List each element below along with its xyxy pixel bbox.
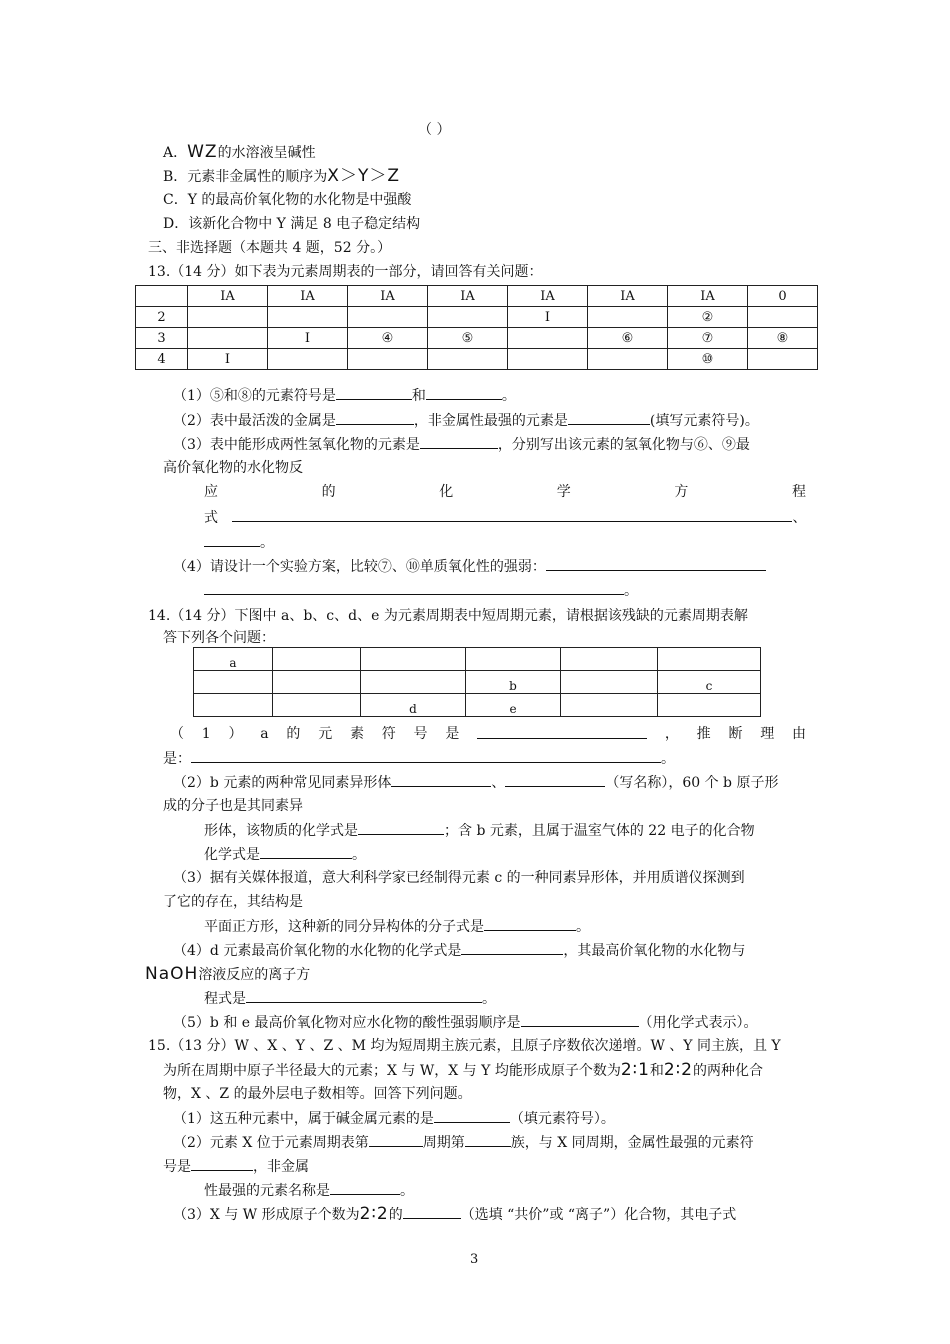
table-row: 3 Ⅰ ④ ⑤ ⑥ ⑦ ⑧ [136, 328, 818, 349]
q14-part3-line3: 平面正方形，这种新的同分异构体的分子式是 。 [204, 916, 590, 937]
q14-part3: （3）据有关媒体报道，意大利科学家已经制得元素 c 的一种同素异形体，并用质谱仪探测到 [173, 870, 745, 886]
q13-part3-equation-end: 。 [204, 532, 274, 553]
q15-part2-line3: 性最强的元素名称是 。 [204, 1180, 414, 1201]
formula-naoh: NaOH [145, 964, 199, 984]
answer-bracket: （ ） [418, 122, 451, 138]
q13-part2: （2）表中最活泼的金属是 ，非金属性最强的元素是 (填写元素符号)。 [173, 410, 759, 431]
q13-part4: （4）请设计一个实验方案，比较⑦、⑩单质氧化性的强弱： [173, 556, 766, 577]
q15-part3: （3）X 与 W 形成原子个数为2∶2的 （选填 “共价”或 “离子”）化合物，其电子式 [173, 1204, 737, 1224]
answer-blank[interactable] [420, 434, 498, 449]
q14-part4-line2: NaOH溶液反应的离子方 [145, 964, 311, 984]
answer-blank[interactable] [260, 844, 352, 859]
q14-part1: （ 1 ） a 的 元 素 符 号 是 ， 推 断 理 由 [170, 726, 806, 742]
q14-part2: （2）b 元素的两种常见同素异形体 、 （写名称），60 个 b 原子形 [173, 772, 778, 793]
answer-blank[interactable] [568, 410, 650, 425]
answer-blank[interactable] [403, 1204, 461, 1219]
option-b: B．元素非金属性的顺序为X＞Y＞Z [163, 166, 400, 186]
q13-part4-line2: 。 [204, 580, 638, 601]
q14-part2-line3: 形体，该物质的化学式是 ；含 b 元素，且属于温室气体的 22 电子的化合物 [204, 820, 755, 841]
table-row: 2 Ⅰ ② [136, 307, 818, 328]
q13-part3-equation: 式 、 [204, 507, 806, 528]
answer-blank[interactable] [191, 1156, 253, 1171]
option-d: D．该新化合物中 Y 满足 8 电子稳定结构 [163, 216, 421, 232]
page-number: 3 [470, 1252, 479, 1267]
q14-part2-line4: 化学式是 。 [204, 844, 366, 865]
answer-blank[interactable] [191, 748, 661, 763]
q14-part5: （5）b 和 e 最高价氧化物对应水化物的酸性强弱顺序是 （用化学式表示）。 [173, 1012, 758, 1033]
answer-blank[interactable] [358, 820, 444, 835]
table-row: d e [194, 694, 761, 717]
table-row: b c [194, 671, 761, 694]
answer-blank[interactable] [484, 916, 576, 931]
option-a: A．WZ的水溶液呈碱性 [163, 142, 316, 162]
answer-blank[interactable] [434, 1108, 510, 1123]
answer-blank[interactable] [505, 772, 605, 787]
ratio-2-2: 2∶2 [663, 1060, 693, 1080]
q15-title: 15.（13 分）W 、X 、Y 、Z 、M 均为短周期主族元素，且原子序数依次递增。W 、Y 同主族，且 Y [148, 1038, 781, 1054]
answer-blank[interactable] [391, 772, 491, 787]
table-row: 4 Ⅰ ⑩ [136, 349, 818, 370]
formula-xyz: X＞Y＞Z [327, 166, 400, 186]
answer-blank[interactable] [477, 724, 647, 739]
answer-blank[interactable] [426, 385, 502, 400]
q14-part3-line2: 了它的存在，其结构是 [163, 894, 303, 910]
answer-blank[interactable] [521, 1012, 639, 1027]
option-c: C．Y 的最高价氧化物的水化物是中强酸 [163, 192, 412, 208]
ratio-2-1: 2∶1 [620, 1060, 650, 1080]
q14-part2-line2: 成的分子也是其同素异 [163, 798, 303, 814]
q15-title-line3: 物，X 、Z 的最外层电子数相等。回答下列问题。 [163, 1086, 472, 1102]
table-header-row: ⅠA ⅠA ⅠA ⅠA ⅠA ⅠA ⅠA 0 [136, 286, 818, 307]
q14-title: 14.（14 分）下图中 a、b、c、d、e 为元素周期表中短周期元素，请根据该残缺的元素周期表解 [148, 608, 748, 624]
q15-title-line2: 为所在周期中原子半径最大的元素；X 与 W，X 与 Y 均能形成原子个数为2∶1和2∶2的两种化合 [163, 1060, 763, 1080]
answer-blank[interactable] [204, 580, 624, 595]
q14-part1-line2: 是： 。 [163, 748, 675, 769]
q14-title-line2: 答下列各个问题： [163, 630, 275, 646]
answer-blank[interactable] [546, 556, 766, 571]
answer-blank[interactable] [232, 507, 792, 522]
table-row: a [194, 648, 761, 671]
section-heading: 三、非选择题（本题共 4 题，52 分。） [148, 240, 392, 256]
q15-part2-line2: 号是 ，非金属 [163, 1156, 309, 1177]
q13-part1: （1）⑤和⑧的元素符号是 和 。 [173, 385, 516, 406]
q13-title: 13.（14 分）如下表为元素周期表的一部分，请回答有关问题： [148, 264, 543, 280]
answer-blank[interactable] [336, 410, 414, 425]
answer-blank[interactable] [465, 1132, 511, 1147]
answer-blank[interactable] [369, 1132, 423, 1147]
q13-part3: （3）表中能形成两性氢氧化物的元素是 ，分别写出该元素的氢氧化物与⑥、⑨最 [173, 434, 750, 455]
q14-part4-line3: 程式是 。 [204, 988, 496, 1009]
formula-wz: WZ [187, 142, 218, 162]
answer-blank[interactable] [336, 385, 412, 400]
answer-blank[interactable] [461, 940, 563, 955]
answer-blank[interactable] [330, 1180, 400, 1195]
q14-periodic-table [193, 647, 761, 717]
q13-periodic-table [135, 285, 818, 370]
answer-blank[interactable] [204, 532, 260, 547]
q13-part3-line3: 应 的 化 学 方 程 [204, 484, 806, 500]
ratio-2-2: 2∶2 [359, 1204, 389, 1224]
q15-part1: （1）这五种元素中，属于碱金属元素的是 （填元素符号）。 [173, 1108, 615, 1129]
q15-part2: （2）元素 X 位于元素周期表第 周期第 族，与 X 同周期，金属性最强的元素符 [173, 1132, 754, 1153]
q14-part4: （4）d 元素最高价氧化物的水化物的化学式是 ，其最高价氧化物的水化物与 [173, 940, 745, 961]
answer-blank[interactable] [246, 988, 482, 1003]
q13-part3-line2: 高价氧化物的水化物反 [163, 460, 303, 476]
